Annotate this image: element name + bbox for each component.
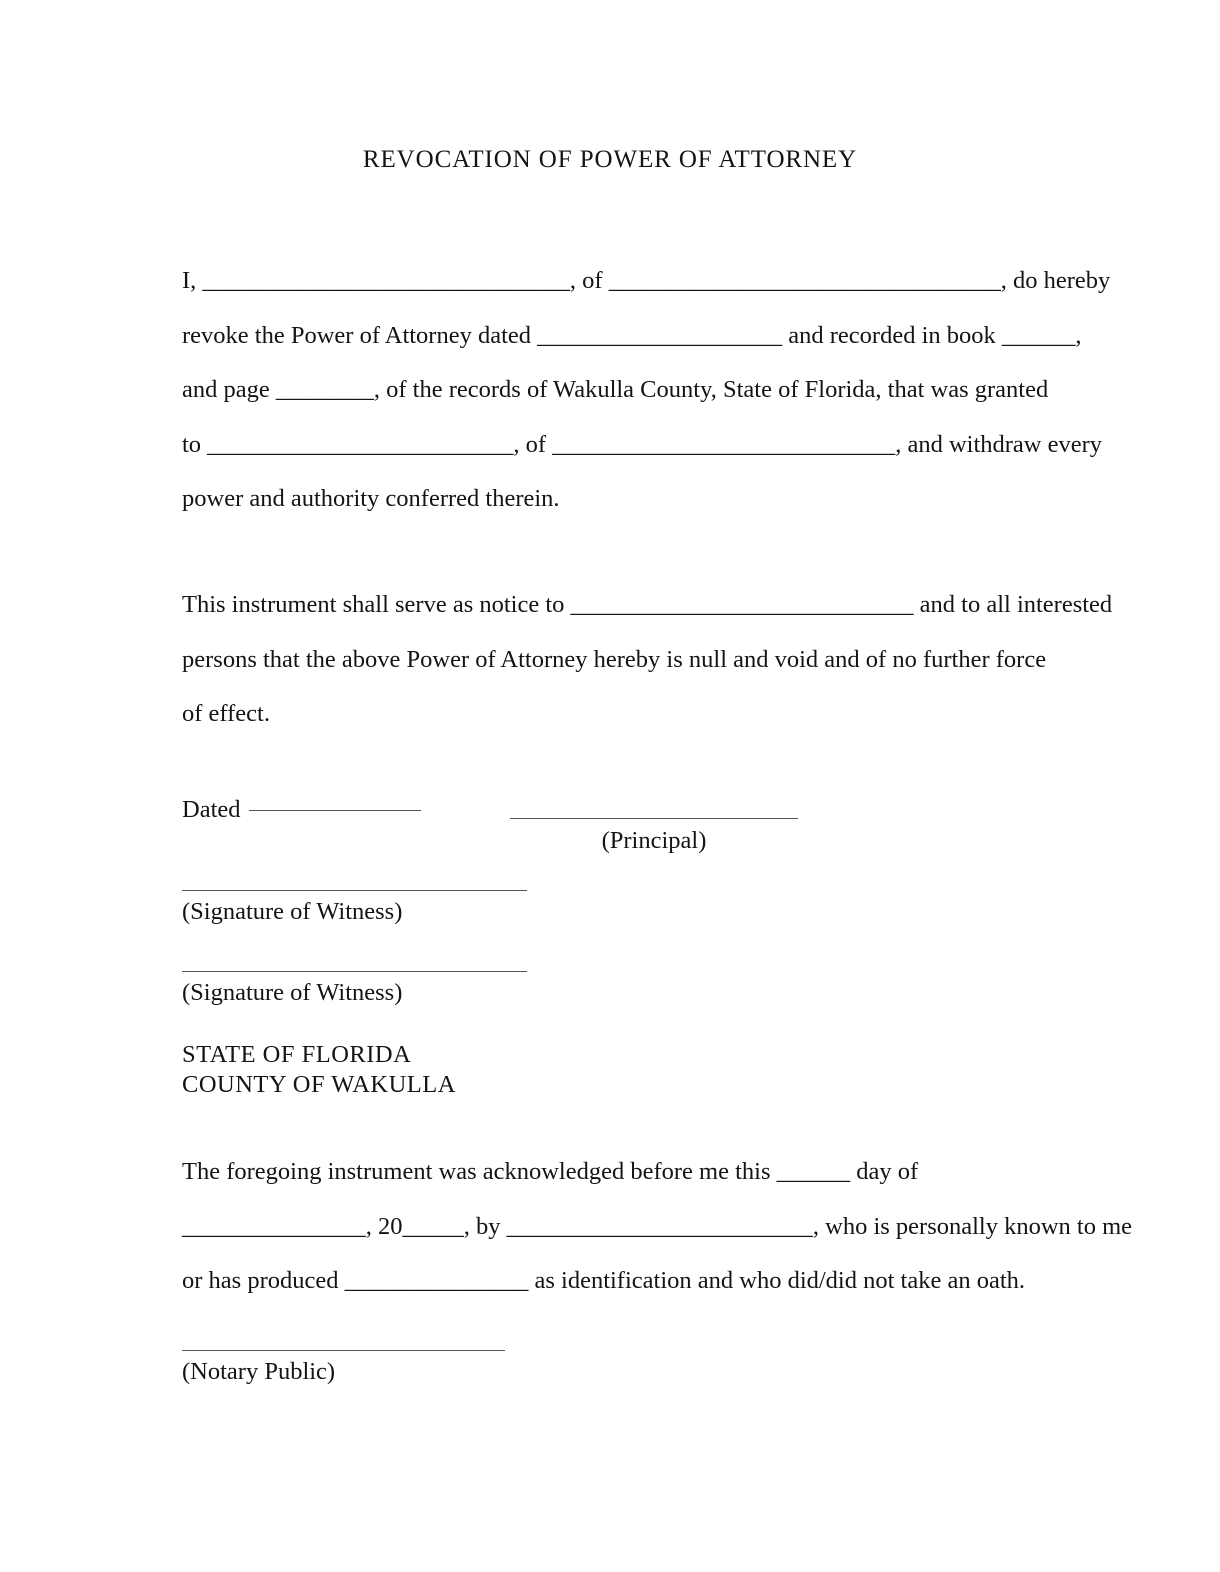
witness-caption-1: (Signature of Witness) (182, 898, 403, 925)
venue-county: COUNTY OF WAKULLA (182, 1071, 456, 1098)
notice-paragraph (182, 578, 1113, 742)
witness-signature-block-1 (182, 890, 527, 926)
paragraph1-line-4: to _________________________, of ____________________________, and withdraw every (182, 430, 1103, 458)
paragraph2-line-1: This instrument shall serve as notice to ____________________________ and to all interested (182, 591, 1113, 618)
paragraph1-line-5: power and authority conferred therein. (182, 485, 560, 512)
paragraph2-line-2: persons that the above Power of Attorney hereby is null and void and of no further force (182, 645, 1047, 673)
page-title: REVOCATION OF POWER OF ATTORNEY (362, 146, 858, 173)
acknowledgment-line-2: _______________, 20_____, by _________________________, who is personally known to me (182, 1212, 1133, 1240)
principal-caption: (Principal) (601, 827, 707, 854)
acknowledgment-line-3: or has produced _______________ as identification and who did/did not take an oath. (182, 1267, 1026, 1294)
venue-block (182, 1040, 456, 1100)
dated-label: Dated (182, 796, 241, 823)
acknowledgment-line-1: The foregoing instrument was acknowledged before me this ______ day of (182, 1158, 919, 1185)
notary-signature-line[interactable] (182, 1350, 505, 1351)
witness-signature-line-1[interactable] (182, 890, 527, 891)
revocation-paragraph (182, 254, 1111, 527)
dated-signature-line[interactable] (249, 809, 421, 811)
paragraph1-line-1: I, ______________________________, of ________________________________, do hereby (182, 267, 1111, 294)
paragraph1-line-3: and page ________, of the records of Wakulla County, State of Florida, that was granted (182, 376, 1049, 403)
principal-signature-line[interactable] (510, 818, 798, 819)
paragraph2-line-3: of effect. (182, 700, 270, 727)
acknowledgment-paragraph (182, 1145, 1133, 1309)
witness-caption-2: (Signature of Witness) (182, 979, 403, 1006)
venue-state: STATE OF FLORIDA (182, 1041, 412, 1068)
notary-signature-block (182, 1350, 505, 1386)
dated-row (182, 796, 1052, 824)
witness-signature-line-2[interactable] (182, 971, 527, 972)
paragraph1-line-2: revoke the Power of Attorney dated ____________________ and recorded in book ______, (182, 321, 1082, 349)
witness-signature-block-2 (182, 971, 527, 1007)
notary-caption: (Notary Public) (182, 1358, 336, 1385)
